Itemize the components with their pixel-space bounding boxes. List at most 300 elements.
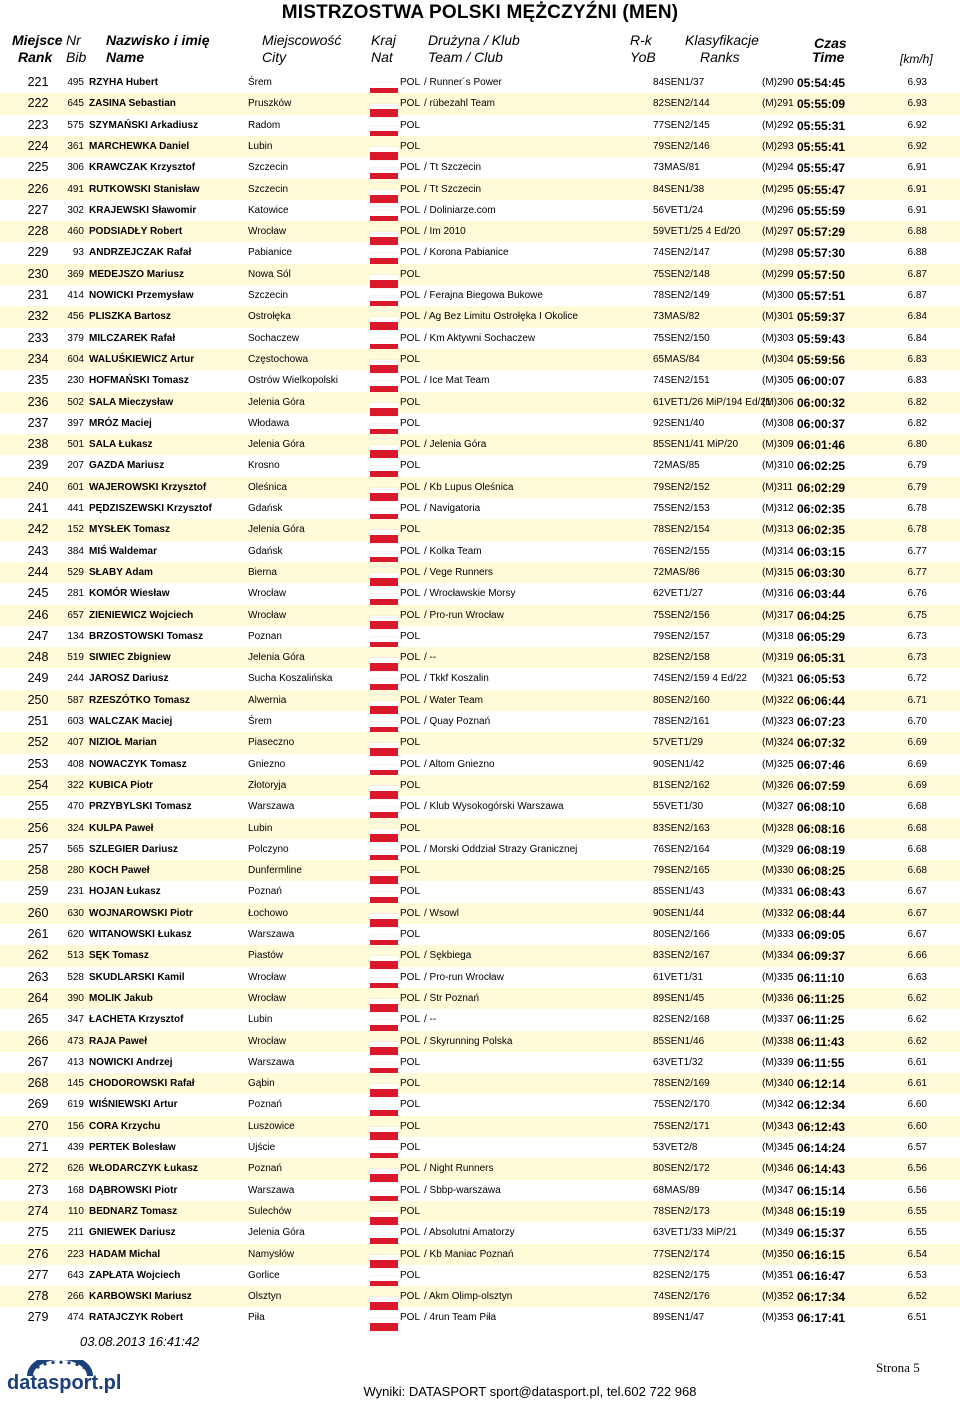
rank-cell: 252 [27, 735, 49, 750]
time-cell: 06:11:25 [797, 1013, 845, 1028]
table-row [0, 200, 960, 221]
time-cell: 06:14:24 [797, 1141, 846, 1155]
time-cell: 06:15:37 [797, 1226, 846, 1241]
nat-cell: POL [400, 1312, 421, 1324]
city-cell: Łochowo [248, 907, 289, 919]
speed-cell: 6.73 [907, 652, 927, 664]
speed-cell: 6.69 [907, 737, 927, 749]
table-row [0, 392, 960, 413]
table-row [0, 711, 960, 732]
name-cell: HADAM Michal [89, 1248, 161, 1260]
table-row [0, 498, 960, 519]
name-cell: WIŚNIEWSKI Artur [89, 1099, 178, 1111]
classification-cell: (M)335 [762, 971, 794, 983]
city-cell: Warszawa [248, 929, 295, 940]
time-cell: 06:08:16 [797, 821, 846, 836]
rank-cell: 246 [27, 607, 49, 622]
classification-cell: (M)349 [762, 1227, 794, 1239]
bib-cell: 626 [67, 1163, 84, 1175]
nat-cell: POL [400, 98, 421, 110]
rank-cell: 276 [27, 1246, 49, 1261]
classification-cell: (M)290 [762, 77, 794, 88]
time-cell: 06:17:41 [797, 1311, 846, 1326]
bib-cell: 587 [67, 694, 84, 706]
speed-cell: 6.91 [907, 204, 927, 216]
rank-cell: 227 [27, 202, 49, 217]
team-cell: / Tt Szczecin [424, 162, 482, 174]
rank-cell: 277 [27, 1267, 49, 1282]
nat-cell: POL [400, 1120, 421, 1132]
classification-cell: (M)322 [762, 694, 794, 706]
name-cell: KRAJEWSKI Sławomir [89, 204, 197, 216]
bib-cell: 474 [67, 1312, 84, 1324]
classification-cell: (M)350 [762, 1248, 794, 1260]
header-ranks-pl: Klasyfikacje [685, 32, 759, 48]
name-cell: DĄBROWSKI Piotr [89, 1184, 178, 1196]
category-cell: 90SEN1/44 [653, 907, 705, 919]
speed-cell: 6.78 [907, 503, 927, 514]
category-cell: 78SEN2/149 [653, 290, 710, 301]
table-row [0, 647, 960, 668]
city-cell: Poznań [248, 886, 282, 898]
table-row [0, 221, 960, 242]
table-row [0, 93, 960, 114]
nat-cell: POL [400, 1269, 421, 1281]
name-cell: ZIENIEWICZ Wojciech [89, 609, 194, 621]
classification-cell: (M)327 [762, 801, 794, 813]
classification-cell: (M)351 [762, 1269, 794, 1281]
team-cell: / Navigatoria [424, 503, 481, 514]
rank-cell: 267 [27, 1054, 49, 1069]
speed-cell: 6.51 [907, 1312, 927, 1324]
bib-cell: 575 [67, 119, 84, 131]
nat-cell: POL [400, 311, 421, 323]
category-cell: 85SEN1/41 MiP/20 [653, 439, 739, 451]
name-cell: RZESZÓTKO Tomasz [89, 694, 190, 706]
header-team-pl: Drużyna / Klub [428, 32, 520, 48]
time-cell: 06:08:43 [797, 885, 846, 900]
time-cell: 06:12:14 [797, 1077, 846, 1092]
classification-cell: (M)331 [762, 886, 794, 898]
category-cell: 75SEN2/150 [653, 332, 710, 344]
team-cell: / Sbbp-warszawa [424, 1184, 501, 1196]
speed-cell: 6.62 [907, 1014, 927, 1026]
city-cell: Poznań [248, 1099, 282, 1111]
rank-cell: 230 [27, 266, 49, 281]
classification-cell: (M)325 [762, 758, 794, 770]
team-cell: / Str Poznań [424, 992, 480, 1004]
nat-cell: POL [400, 481, 421, 493]
table-row [0, 1244, 960, 1265]
name-cell: PODSIADŁY Robert [89, 226, 183, 238]
nat-cell: POL [400, 396, 421, 408]
rank-cell: 269 [27, 1097, 49, 1112]
bib-cell: 495 [67, 77, 84, 88]
classification-cell: (M)315 [762, 566, 794, 578]
city-cell: Sulechów [248, 1205, 292, 1217]
team-cell: / Jelenia Góra [424, 439, 487, 451]
category-cell: 79SEN2/146 [653, 140, 710, 152]
rank-cell: 261 [27, 927, 49, 941]
results-contact: Wyniki: DATASPORT sport@datasport.pl, tel.602 722 968 [363, 1384, 697, 1399]
category-cell: 82SEN2/144 [653, 98, 710, 110]
time-cell: 06:12:34 [797, 1098, 846, 1113]
name-cell: WAJEROWSKI Krzysztof [89, 481, 207, 493]
bib-cell: 513 [67, 950, 84, 962]
rank-cell: 251 [27, 714, 49, 728]
table-row [0, 839, 960, 860]
city-cell: Namysłów [248, 1248, 295, 1260]
speed-cell: 6.83 [907, 375, 927, 387]
table-row [0, 1094, 960, 1115]
bib-cell: 369 [67, 268, 84, 280]
classification-cell: (M)324 [762, 737, 794, 749]
name-cell: MIŚ Waldemar [89, 545, 157, 557]
header-nat-en: Nat [371, 49, 393, 65]
team-cell: / Vege Runners [424, 566, 493, 578]
bib-cell: 168 [67, 1184, 84, 1196]
classification-cell: (M)306 [762, 396, 794, 408]
name-cell: WALCZAK Maciej [89, 716, 173, 727]
bib-cell: 441 [67, 503, 84, 514]
classification-cell: (M)300 [762, 290, 794, 301]
nat-cell: POL [400, 843, 421, 855]
rank-cell: 253 [27, 756, 49, 771]
table-row [0, 903, 960, 924]
rank-cell: 258 [27, 863, 49, 878]
bib-cell: 231 [67, 886, 84, 898]
classification-cell: (M)311 [762, 481, 793, 493]
team-cell: / Tt Szczecin [424, 183, 482, 195]
city-cell: Ostrołęka [248, 311, 291, 323]
table-row [0, 1222, 960, 1243]
rank-cell: 221 [27, 75, 49, 89]
time-cell: 06:02:25 [797, 459, 846, 474]
speed-cell: 6.78 [907, 524, 927, 536]
rank-cell: 273 [27, 1182, 49, 1197]
table-row [0, 179, 960, 200]
speed-cell: 6.83 [907, 353, 927, 365]
category-cell: 68MAS/89 [653, 1184, 700, 1196]
city-cell: Sochaczew [248, 332, 300, 344]
bib-cell: 324 [67, 822, 84, 834]
name-cell: SŁABY Adam [89, 566, 153, 578]
speed-cell: 6.56 [907, 1163, 927, 1175]
name-cell: ZAPŁATA Wojciech [89, 1269, 181, 1281]
time-cell: 06:09:37 [797, 949, 846, 964]
classification-cell: (M)348 [762, 1205, 794, 1217]
classification-cell: (M)295 [762, 183, 794, 195]
speed-cell: 6.87 [907, 290, 927, 301]
bib-cell: 529 [67, 566, 84, 578]
table-row [0, 945, 960, 966]
nat-cell: POL [400, 1227, 421, 1239]
time-cell: 06:03:30 [797, 565, 846, 580]
team-cell: / rübezahl Team [424, 98, 495, 110]
header-bib-pl: Nr [66, 32, 81, 48]
bib-cell: 643 [67, 1269, 84, 1281]
rank-cell: 243 [27, 543, 49, 558]
city-cell: Szczecin [248, 162, 289, 174]
team-cell: / Sękbiega [424, 950, 472, 962]
name-cell: ŁACHETA Krzysztof [89, 1014, 184, 1026]
table-row [0, 115, 960, 136]
category-cell: 59VET1/25 4 Ed/20 [653, 226, 741, 238]
city-cell: Jelenia Góra [248, 396, 305, 408]
time-cell: 06:05:53 [797, 672, 846, 687]
time-cell: 05:55:41 [797, 139, 846, 154]
table-row [0, 1052, 960, 1073]
name-cell: MEDEJSZO Mariusz [89, 268, 185, 280]
time-cell: 05:59:37 [797, 310, 846, 325]
category-cell: 76SEN2/155 [653, 545, 710, 557]
rank-cell: 275 [27, 1225, 49, 1240]
speed-cell: 6.69 [907, 779, 927, 791]
name-cell: NOWICKI Przemysław [89, 290, 194, 301]
rank-cell: 259 [27, 884, 49, 899]
city-cell: Piastów [248, 950, 284, 962]
name-cell: NOWACZYK Tomasz [89, 758, 187, 770]
speed-cell: 6.91 [907, 183, 927, 195]
table-row [0, 1180, 960, 1201]
bib-cell: 473 [67, 1035, 84, 1047]
speed-cell: 6.61 [907, 1078, 927, 1090]
classification-cell: (M)328 [762, 822, 794, 834]
classification-cell: (M)333 [762, 929, 794, 940]
header-time-pl: Czas [814, 35, 847, 51]
category-cell: 72MAS/85 [653, 460, 700, 472]
bib-cell: 266 [67, 1291, 84, 1303]
team-cell: / Korona Pabianice [424, 247, 509, 259]
team-cell: / Km Aktywni Sochaczew [424, 332, 536, 344]
nat-cell: POL [400, 992, 421, 1004]
category-cell: 75SEN2/153 [653, 503, 710, 514]
city-cell: Śrem [248, 77, 272, 88]
table-row [0, 157, 960, 178]
team-cell: / Absolutni Amatorzy [424, 1227, 515, 1239]
nat-cell: POL [400, 503, 421, 514]
classification-cell: (M)345 [762, 1142, 794, 1153]
table-row [0, 562, 960, 583]
time-cell: 06:02:35 [797, 523, 846, 538]
speed-cell: 6.63 [907, 971, 927, 983]
classification-cell: (M)305 [762, 375, 794, 387]
header-rank-en: Rank [18, 49, 53, 65]
nat-cell: POL [400, 77, 421, 88]
rank-cell: 274 [27, 1203, 49, 1218]
city-cell: Gniezno [248, 758, 286, 770]
time-cell: 06:16:15 [797, 1247, 846, 1262]
nat-cell: POL [400, 716, 421, 727]
category-cell: 82SEN2/158 [653, 652, 710, 664]
classification-cell: (M)301 [762, 311, 794, 323]
rank-cell: 257 [27, 841, 49, 856]
speed-cell: 6.77 [907, 545, 927, 557]
city-cell: Luszowice [248, 1120, 295, 1132]
category-cell: 81SEN2/162 [653, 779, 710, 791]
time-cell: 06:00:32 [797, 395, 846, 410]
team-cell: / Akm Olimp-olsztyn [424, 1291, 513, 1303]
classification-cell: (M)319 [762, 652, 794, 664]
city-cell: Lubin [248, 140, 273, 152]
bib-cell: 390 [67, 992, 84, 1004]
table-row [0, 583, 960, 604]
page-title: MISTRZOSTWA POLSKI MĘŻCZYŹNI (MEN) [281, 2, 679, 23]
name-cell: ANDRZEJCZAK Rafał [89, 247, 192, 259]
classification-cell: (M)303 [762, 332, 794, 344]
bib-cell: 414 [67, 290, 84, 301]
nat-cell: POL [400, 375, 421, 387]
name-cell: KOCH Paweł [89, 865, 150, 877]
time-cell: 06:03:15 [797, 544, 846, 559]
category-cell: 78SEN2/169 [653, 1078, 710, 1090]
speed-cell: 6.68 [907, 865, 927, 877]
rank-cell: 224 [27, 138, 49, 153]
speed-cell: 6.84 [907, 332, 927, 344]
category-cell: 75SEN2/171 [653, 1120, 710, 1132]
city-cell: Piaseczno [248, 737, 295, 749]
name-cell: NIZIOŁ Marian [89, 737, 157, 749]
rank-cell: 260 [27, 905, 49, 920]
category-cell: 84SEN1/38 [653, 183, 705, 195]
classification-cell: (M)332 [762, 907, 794, 919]
classification-cell: (M)326 [762, 779, 794, 791]
bib-cell: 361 [67, 140, 84, 152]
city-cell: Alwernia [248, 694, 287, 706]
name-cell: PLISZKA Bartosz [89, 311, 171, 323]
classification-cell: (M)337 [762, 1014, 794, 1026]
time-cell: 06:14:43 [797, 1162, 846, 1177]
category-cell: 55VET1/30 [653, 801, 704, 813]
rank-cell: 229 [27, 245, 49, 260]
rank-cell: 263 [27, 969, 49, 984]
category-cell: 90SEN1/42 [653, 758, 705, 770]
category-cell: 89SEN1/47 [653, 1312, 705, 1324]
nat-cell: POL [400, 907, 421, 919]
time-cell: 05:55:09 [797, 97, 846, 112]
bib-cell: 620 [67, 929, 84, 940]
classification-cell: (M)314 [762, 545, 794, 557]
city-cell: Złotoryja [248, 779, 287, 791]
classification-cell: (M)347 [762, 1184, 794, 1196]
bib-cell: 281 [67, 588, 84, 600]
time-cell: 06:15:19 [797, 1204, 846, 1219]
team-cell: / 4run Team Piła [424, 1312, 497, 1324]
speed-cell: 6.79 [907, 460, 927, 472]
category-cell: 80SEN2/166 [653, 929, 710, 940]
category-cell: 80SEN2/172 [653, 1163, 710, 1175]
bib-cell: 145 [67, 1078, 84, 1090]
time-cell: 06:11:25 [797, 991, 845, 1006]
header-name-en: Name [106, 49, 145, 65]
time-cell: 06:09:05 [797, 928, 846, 942]
name-cell: HOJAN Łukasz [89, 886, 161, 898]
classification-cell: (M)334 [762, 950, 794, 962]
table-row [0, 796, 960, 817]
category-cell: 73MAS/81 [653, 162, 700, 174]
nat-cell: POL [400, 1014, 421, 1026]
table-row [0, 349, 960, 370]
bib-cell: 156 [67, 1120, 84, 1132]
nat-cell: POL [400, 1184, 421, 1196]
table-row [0, 72, 960, 93]
speed-cell: 6.88 [907, 226, 927, 238]
bib-cell: 630 [67, 907, 84, 919]
time-cell: 05:57:30 [797, 246, 846, 261]
bib-cell: 223 [67, 1248, 84, 1260]
nat-cell: POL [400, 332, 421, 344]
city-cell: Szczecin [248, 183, 289, 195]
table-row [0, 1201, 960, 1222]
bib-cell: 413 [67, 1056, 84, 1068]
classification-cell: (M)343 [762, 1120, 794, 1132]
category-cell: 79SEN2/157 [653, 630, 710, 642]
rank-cell: 271 [27, 1140, 49, 1154]
speed-cell: 6.60 [907, 1099, 927, 1111]
speed-cell: 6.72 [907, 673, 927, 685]
bib-cell: 211 [68, 1227, 84, 1239]
nat-cell: POL [400, 1248, 421, 1260]
header-name-pl: Nazwisko i imię [106, 32, 210, 48]
classification-cell: (M)342 [762, 1099, 794, 1111]
table-row [0, 434, 960, 455]
rank-cell: 248 [27, 650, 49, 665]
table-row [0, 1009, 960, 1030]
city-cell: Piła [248, 1312, 265, 1324]
bib-cell: 439 [67, 1142, 84, 1153]
category-cell: 61VET1/26 MiP/194 Ed/21 [653, 396, 772, 408]
bib-cell: 244 [67, 673, 84, 685]
table-row [0, 754, 960, 775]
city-cell: Jelenia Góra [248, 439, 305, 451]
category-cell: 82SEN2/168 [653, 1014, 710, 1026]
classification-cell: (M)353 [762, 1312, 794, 1324]
time-cell: 06:06:44 [797, 693, 846, 708]
nat-cell: POL [400, 268, 421, 280]
nat-cell: POL [400, 247, 421, 259]
name-cell: WITANOWSKI Łukasz [89, 929, 192, 940]
city-cell: Częstochowa [248, 353, 309, 365]
time-cell: 05:57:29 [797, 225, 846, 240]
category-cell: 92SEN1/40 [653, 417, 705, 429]
nat-cell: POL [400, 290, 421, 301]
city-cell: Katowice [248, 204, 289, 216]
rank-cell: 270 [27, 1118, 49, 1133]
table-row [0, 988, 960, 1009]
city-cell: Wrocław [248, 588, 287, 600]
city-cell: Ostrów Wielkopolski [248, 375, 339, 387]
time-cell: 06:16:47 [797, 1268, 846, 1283]
table-header [0, 30, 960, 70]
header-yob-pl: R-k [630, 32, 652, 48]
team-cell: / Doliniarze.com [424, 204, 496, 216]
nat-cell: POL [400, 162, 421, 174]
category-cell: 63VET1/33 MiP/21 [653, 1227, 737, 1239]
nat-cell: POL [400, 588, 421, 600]
time-cell: 06:08:19 [797, 842, 846, 857]
time-cell: 06:05:31 [797, 651, 846, 666]
category-cell: 56VET1/24 [653, 204, 704, 216]
speed-cell: 6.62 [907, 992, 927, 1004]
name-cell: KRAWCZAK Krzysztof [89, 162, 196, 174]
rank-cell: 222 [27, 96, 49, 111]
classification-cell: (M)304 [762, 353, 794, 365]
header-time-en: Time [812, 49, 845, 65]
rank-cell: 238 [27, 437, 49, 452]
rank-cell: 226 [27, 181, 49, 196]
team-cell: / Wrocławskie Morsy [424, 588, 516, 600]
name-cell: MRÓZ Maciej [89, 417, 152, 429]
